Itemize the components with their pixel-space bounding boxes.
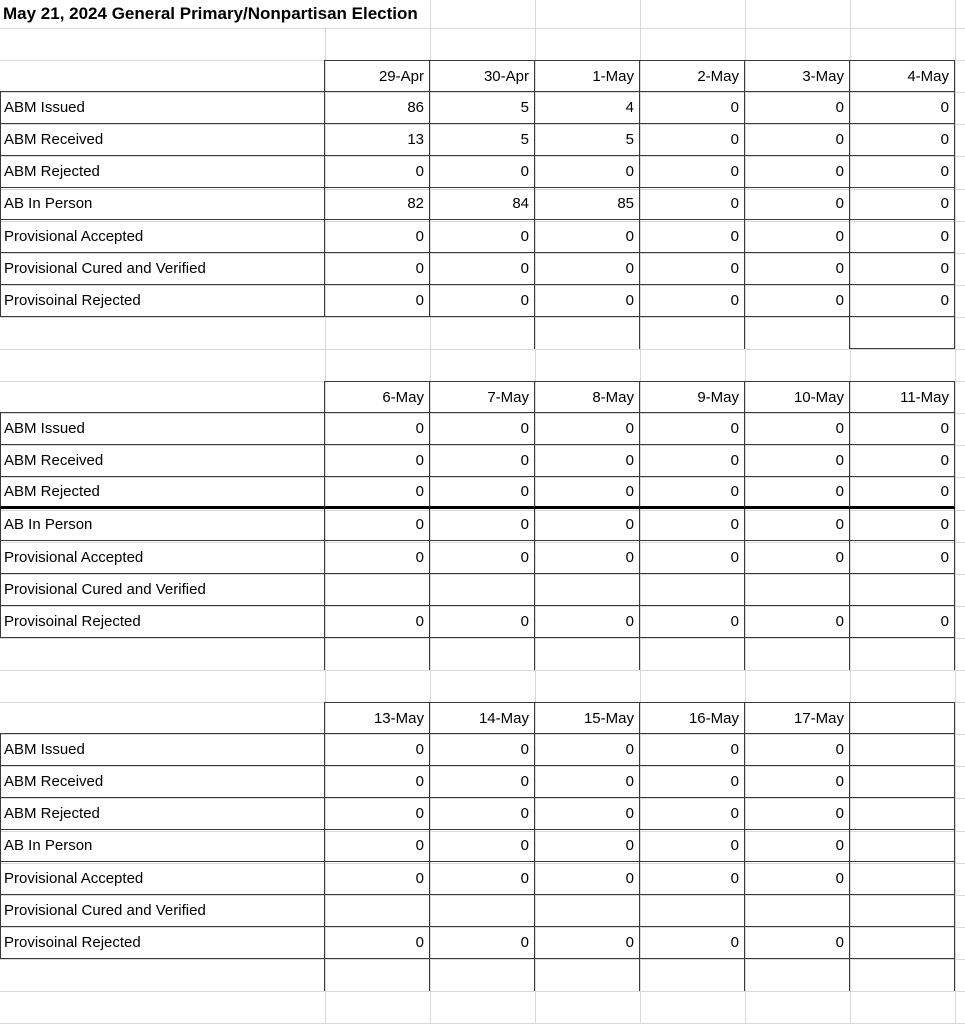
empty-cell[interactable]	[535, 895, 640, 927]
row-label-cell[interactable]: ABM Rejected	[0, 156, 325, 188]
value-cell[interactable]: 0	[535, 285, 640, 317]
value-cell[interactable]: 0	[535, 509, 640, 541]
row-label-cell[interactable]: ABM Issued	[0, 92, 325, 124]
value-cell[interactable]: 0	[850, 124, 955, 156]
value-cell[interactable]: 0	[745, 220, 850, 252]
trailing-empty-cell[interactable]	[745, 959, 850, 991]
value-cell[interactable]: 0	[535, 798, 640, 830]
grid-hline	[0, 991, 965, 992]
table-week-2	[0, 381, 955, 670]
value-cell[interactable]: 0	[430, 606, 535, 638]
row-label-cell[interactable]: ABM Issued	[0, 734, 325, 766]
value-cell[interactable]: 0	[535, 477, 640, 509]
row-label-cell[interactable]: ABM Issued	[0, 413, 325, 445]
value-cell[interactable]: 85	[535, 188, 640, 220]
row-label-cell[interactable]: AB In Person	[0, 509, 325, 541]
row-label-cell[interactable]: Provisional Accepted	[0, 220, 325, 252]
trailing-empty-cell[interactable]	[325, 959, 430, 991]
value-cell[interactable]: 0	[640, 734, 745, 766]
value-cell[interactable]: 0	[430, 445, 535, 477]
value-cell[interactable]: 0	[325, 830, 430, 862]
trailing-empty-cell[interactable]	[430, 638, 535, 670]
empty-cell[interactable]	[850, 927, 955, 959]
value-cell[interactable]: 82	[325, 188, 430, 220]
value-cell[interactable]: 0	[850, 156, 955, 188]
empty-cell[interactable]	[850, 862, 955, 894]
value-cell[interactable]: 0	[430, 541, 535, 573]
row-label-cell[interactable]: Provisional Accepted	[0, 541, 325, 573]
value-cell[interactable]: 0	[325, 477, 430, 509]
value-cell[interactable]: 86	[325, 92, 430, 124]
value-cell[interactable]: 0	[325, 798, 430, 830]
table-week-3	[0, 702, 955, 991]
value-cell[interactable]: 0	[745, 92, 850, 124]
value-cell[interactable]: 0	[535, 606, 640, 638]
value-cell[interactable]: 0	[745, 862, 850, 894]
row-label-cell[interactable]: ABM Received	[0, 766, 325, 798]
empty-cell[interactable]	[640, 895, 745, 927]
empty-cell[interactable]	[325, 895, 430, 927]
value-cell[interactable]: 0	[325, 220, 430, 252]
value-cell[interactable]: 0	[325, 156, 430, 188]
value-cell[interactable]: 0	[850, 606, 955, 638]
column-header-cell[interactable]: 1-May	[535, 60, 640, 92]
trailing-empty-cell[interactable]	[850, 959, 955, 991]
row-label-cell[interactable]: ABM Received	[0, 124, 325, 156]
column-header-cell[interactable]: 30-Apr	[430, 60, 535, 92]
value-cell[interactable]: 0	[850, 253, 955, 285]
trailing-empty-cell[interactable]	[850, 638, 955, 670]
value-cell[interactable]: 0	[325, 253, 430, 285]
trailing-empty-cell[interactable]	[745, 638, 850, 670]
trailing-empty-cell[interactable]	[325, 317, 430, 349]
value-cell[interactable]: 0	[430, 413, 535, 445]
value-cell[interactable]: 0	[745, 830, 850, 862]
column-header-cell[interactable]: 8-May	[535, 381, 640, 413]
value-cell[interactable]: 0	[640, 413, 745, 445]
value-cell[interactable]: 0	[535, 445, 640, 477]
value-cell[interactable]: 0	[745, 606, 850, 638]
row-label-cell[interactable]: AB In Person	[0, 830, 325, 862]
value-cell[interactable]: 0	[640, 477, 745, 509]
value-cell[interactable]: 0	[640, 606, 745, 638]
value-cell[interactable]: 0	[430, 766, 535, 798]
value-cell[interactable]: 0	[850, 445, 955, 477]
row-label-cell[interactable]: AB In Person	[0, 188, 325, 220]
column-header-cell[interactable]: 9-May	[640, 381, 745, 413]
empty-cell[interactable]	[850, 895, 955, 927]
trailing-empty-cell[interactable]	[640, 317, 745, 349]
empty-cell[interactable]	[850, 574, 955, 606]
value-cell[interactable]: 0	[430, 862, 535, 894]
trailing-empty-cell[interactable]	[0, 638, 325, 670]
value-cell[interactable]: 0	[325, 927, 430, 959]
row-label-cell[interactable]: Provisoinal Rejected	[0, 285, 325, 317]
value-cell[interactable]: 5	[430, 92, 535, 124]
value-cell[interactable]: 0	[745, 509, 850, 541]
value-cell[interactable]: 0	[640, 927, 745, 959]
value-cell[interactable]: 0	[535, 734, 640, 766]
trailing-empty-cell[interactable]	[850, 317, 955, 349]
value-cell[interactable]: 0	[640, 445, 745, 477]
table-week-1	[0, 60, 955, 349]
value-cell[interactable]: 0	[745, 541, 850, 573]
value-cell[interactable]: 0	[535, 253, 640, 285]
value-cell[interactable]: 0	[325, 734, 430, 766]
value-cell[interactable]: 0	[745, 156, 850, 188]
column-header-cell[interactable]: 10-May	[745, 381, 850, 413]
value-cell[interactable]: 0	[850, 509, 955, 541]
trailing-empty-cell[interactable]	[535, 959, 640, 991]
value-cell[interactable]: 0	[745, 285, 850, 317]
value-cell[interactable]: 0	[325, 509, 430, 541]
value-cell[interactable]: 0	[745, 253, 850, 285]
grid-vline	[955, 0, 956, 1024]
trailing-empty-cell[interactable]	[0, 317, 325, 349]
empty-cell[interactable]	[850, 798, 955, 830]
value-cell[interactable]: 0	[745, 477, 850, 509]
value-cell[interactable]: 0	[325, 541, 430, 573]
value-cell[interactable]: 0	[640, 285, 745, 317]
grid-hline	[0, 670, 965, 671]
empty-cell[interactable]	[430, 574, 535, 606]
header-label-cell[interactable]	[0, 60, 325, 92]
trailing-empty-cell[interactable]	[535, 317, 640, 349]
empty-cell[interactable]	[745, 895, 850, 927]
value-cell[interactable]: 0	[640, 188, 745, 220]
value-cell[interactable]: 0	[535, 541, 640, 573]
value-cell[interactable]: 5	[430, 124, 535, 156]
empty-cell[interactable]	[430, 895, 535, 927]
column-header-cell[interactable]: 7-May	[430, 381, 535, 413]
column-header-cell[interactable]: 6-May	[325, 381, 430, 413]
value-cell[interactable]: 0	[430, 798, 535, 830]
empty-cell[interactable]	[850, 766, 955, 798]
value-cell[interactable]: 0	[640, 220, 745, 252]
value-cell[interactable]: 0	[850, 477, 955, 509]
value-cell[interactable]: 0	[640, 156, 745, 188]
value-cell[interactable]: 0	[430, 734, 535, 766]
value-cell[interactable]: 0	[430, 285, 535, 317]
empty-cell[interactable]	[535, 574, 640, 606]
row-label-cell[interactable]: Provisional Cured and Verified	[0, 895, 325, 927]
value-cell[interactable]: 0	[430, 156, 535, 188]
trailing-empty-cell[interactable]	[640, 959, 745, 991]
value-cell[interactable]: 0	[430, 477, 535, 509]
value-cell[interactable]: 0	[640, 830, 745, 862]
value-cell[interactable]: 0	[535, 830, 640, 862]
trailing-empty-cell[interactable]	[325, 638, 430, 670]
column-header-cell[interactable]: 14-May	[430, 702, 535, 734]
row-label-cell[interactable]: Provisoinal Rejected	[0, 927, 325, 959]
trailing-empty-cell[interactable]	[0, 959, 325, 991]
trailing-empty-cell[interactable]	[430, 317, 535, 349]
value-cell[interactable]: 0	[325, 862, 430, 894]
column-header-cell[interactable]: 16-May	[640, 702, 745, 734]
trailing-empty-cell[interactable]	[535, 638, 640, 670]
column-header-cell[interactable]: 29-Apr	[325, 60, 430, 92]
value-cell[interactable]: 5	[535, 124, 640, 156]
value-cell[interactable]: 0	[640, 509, 745, 541]
value-cell[interactable]: 0	[325, 413, 430, 445]
row-label-cell[interactable]: ABM Received	[0, 445, 325, 477]
value-cell[interactable]: 0	[325, 606, 430, 638]
empty-cell[interactable]	[850, 734, 955, 766]
empty-cell[interactable]	[745, 574, 850, 606]
row-label-cell[interactable]: ABM Rejected	[0, 477, 325, 509]
value-cell[interactable]: 0	[430, 220, 535, 252]
value-cell[interactable]: 0	[640, 253, 745, 285]
value-cell[interactable]: 0	[535, 927, 640, 959]
column-header-cell[interactable]: 15-May	[535, 702, 640, 734]
empty-cell[interactable]	[640, 574, 745, 606]
column-header-cell[interactable]	[850, 702, 955, 734]
row-label-cell[interactable]: ABM Rejected	[0, 798, 325, 830]
value-cell[interactable]: 0	[430, 253, 535, 285]
value-cell[interactable]: 0	[745, 734, 850, 766]
value-cell[interactable]: 0	[640, 766, 745, 798]
value-cell[interactable]: 0	[535, 156, 640, 188]
column-header-cell[interactable]: 3-May	[745, 60, 850, 92]
value-cell[interactable]: 0	[430, 927, 535, 959]
value-cell[interactable]: 0	[535, 413, 640, 445]
value-cell[interactable]: 0	[745, 188, 850, 220]
value-cell[interactable]: 0	[850, 285, 955, 317]
value-cell[interactable]: 0	[535, 766, 640, 798]
value-cell[interactable]: 0	[640, 798, 745, 830]
value-cell[interactable]: 0	[535, 862, 640, 894]
value-cell[interactable]: 0	[640, 124, 745, 156]
value-cell[interactable]: 0	[640, 541, 745, 573]
value-cell[interactable]: 84	[430, 188, 535, 220]
row-label-cell[interactable]: Provisoinal Rejected	[0, 606, 325, 638]
column-header-cell[interactable]: 2-May	[640, 60, 745, 92]
value-cell[interactable]: 0	[745, 798, 850, 830]
value-cell[interactable]: 0	[850, 541, 955, 573]
grid-hline	[0, 28, 965, 29]
column-header-cell[interactable]: 17-May	[745, 702, 850, 734]
value-cell[interactable]: 0	[535, 220, 640, 252]
trailing-empty-cell[interactable]	[430, 959, 535, 991]
value-cell[interactable]: 0	[745, 766, 850, 798]
row-label-cell[interactable]: Provisional Cured and Verified	[0, 253, 325, 285]
value-cell[interactable]: 13	[325, 124, 430, 156]
value-cell[interactable]: 0	[430, 830, 535, 862]
header-label-cell[interactable]	[0, 702, 325, 734]
trailing-empty-cell[interactable]	[640, 638, 745, 670]
value-cell[interactable]: 0	[640, 862, 745, 894]
grid-hline	[0, 349, 965, 350]
title-cell[interactable]: May 21, 2024 General Primary/Nonpartisan Election	[0, 0, 424, 27]
value-cell[interactable]: 0	[850, 413, 955, 445]
value-cell[interactable]: 0	[325, 445, 430, 477]
column-header-cell[interactable]: 11-May	[850, 381, 955, 413]
header-label-cell[interactable]	[0, 381, 325, 413]
value-cell[interactable]: 0	[745, 413, 850, 445]
empty-cell[interactable]	[325, 574, 430, 606]
trailing-empty-cell[interactable]	[745, 317, 850, 349]
column-header-cell[interactable]: 4-May	[850, 60, 955, 92]
row-label-cell[interactable]: Provisional Cured and Verified	[0, 574, 325, 606]
column-header-cell[interactable]: 13-May	[325, 702, 430, 734]
value-cell[interactable]: 0	[325, 766, 430, 798]
value-cell[interactable]: 0	[325, 285, 430, 317]
value-cell[interactable]: 0	[640, 92, 745, 124]
value-cell[interactable]: 4	[535, 92, 640, 124]
row-label-cell[interactable]: Provisional Accepted	[0, 862, 325, 894]
value-cell[interactable]: 0	[745, 445, 850, 477]
empty-cell[interactable]	[850, 830, 955, 862]
value-cell[interactable]: 0	[430, 509, 535, 541]
value-cell[interactable]: 0	[745, 927, 850, 959]
value-cell[interactable]: 0	[745, 124, 850, 156]
value-cell[interactable]: 0	[850, 188, 955, 220]
value-cell[interactable]: 0	[850, 220, 955, 252]
value-cell[interactable]: 0	[850, 92, 955, 124]
